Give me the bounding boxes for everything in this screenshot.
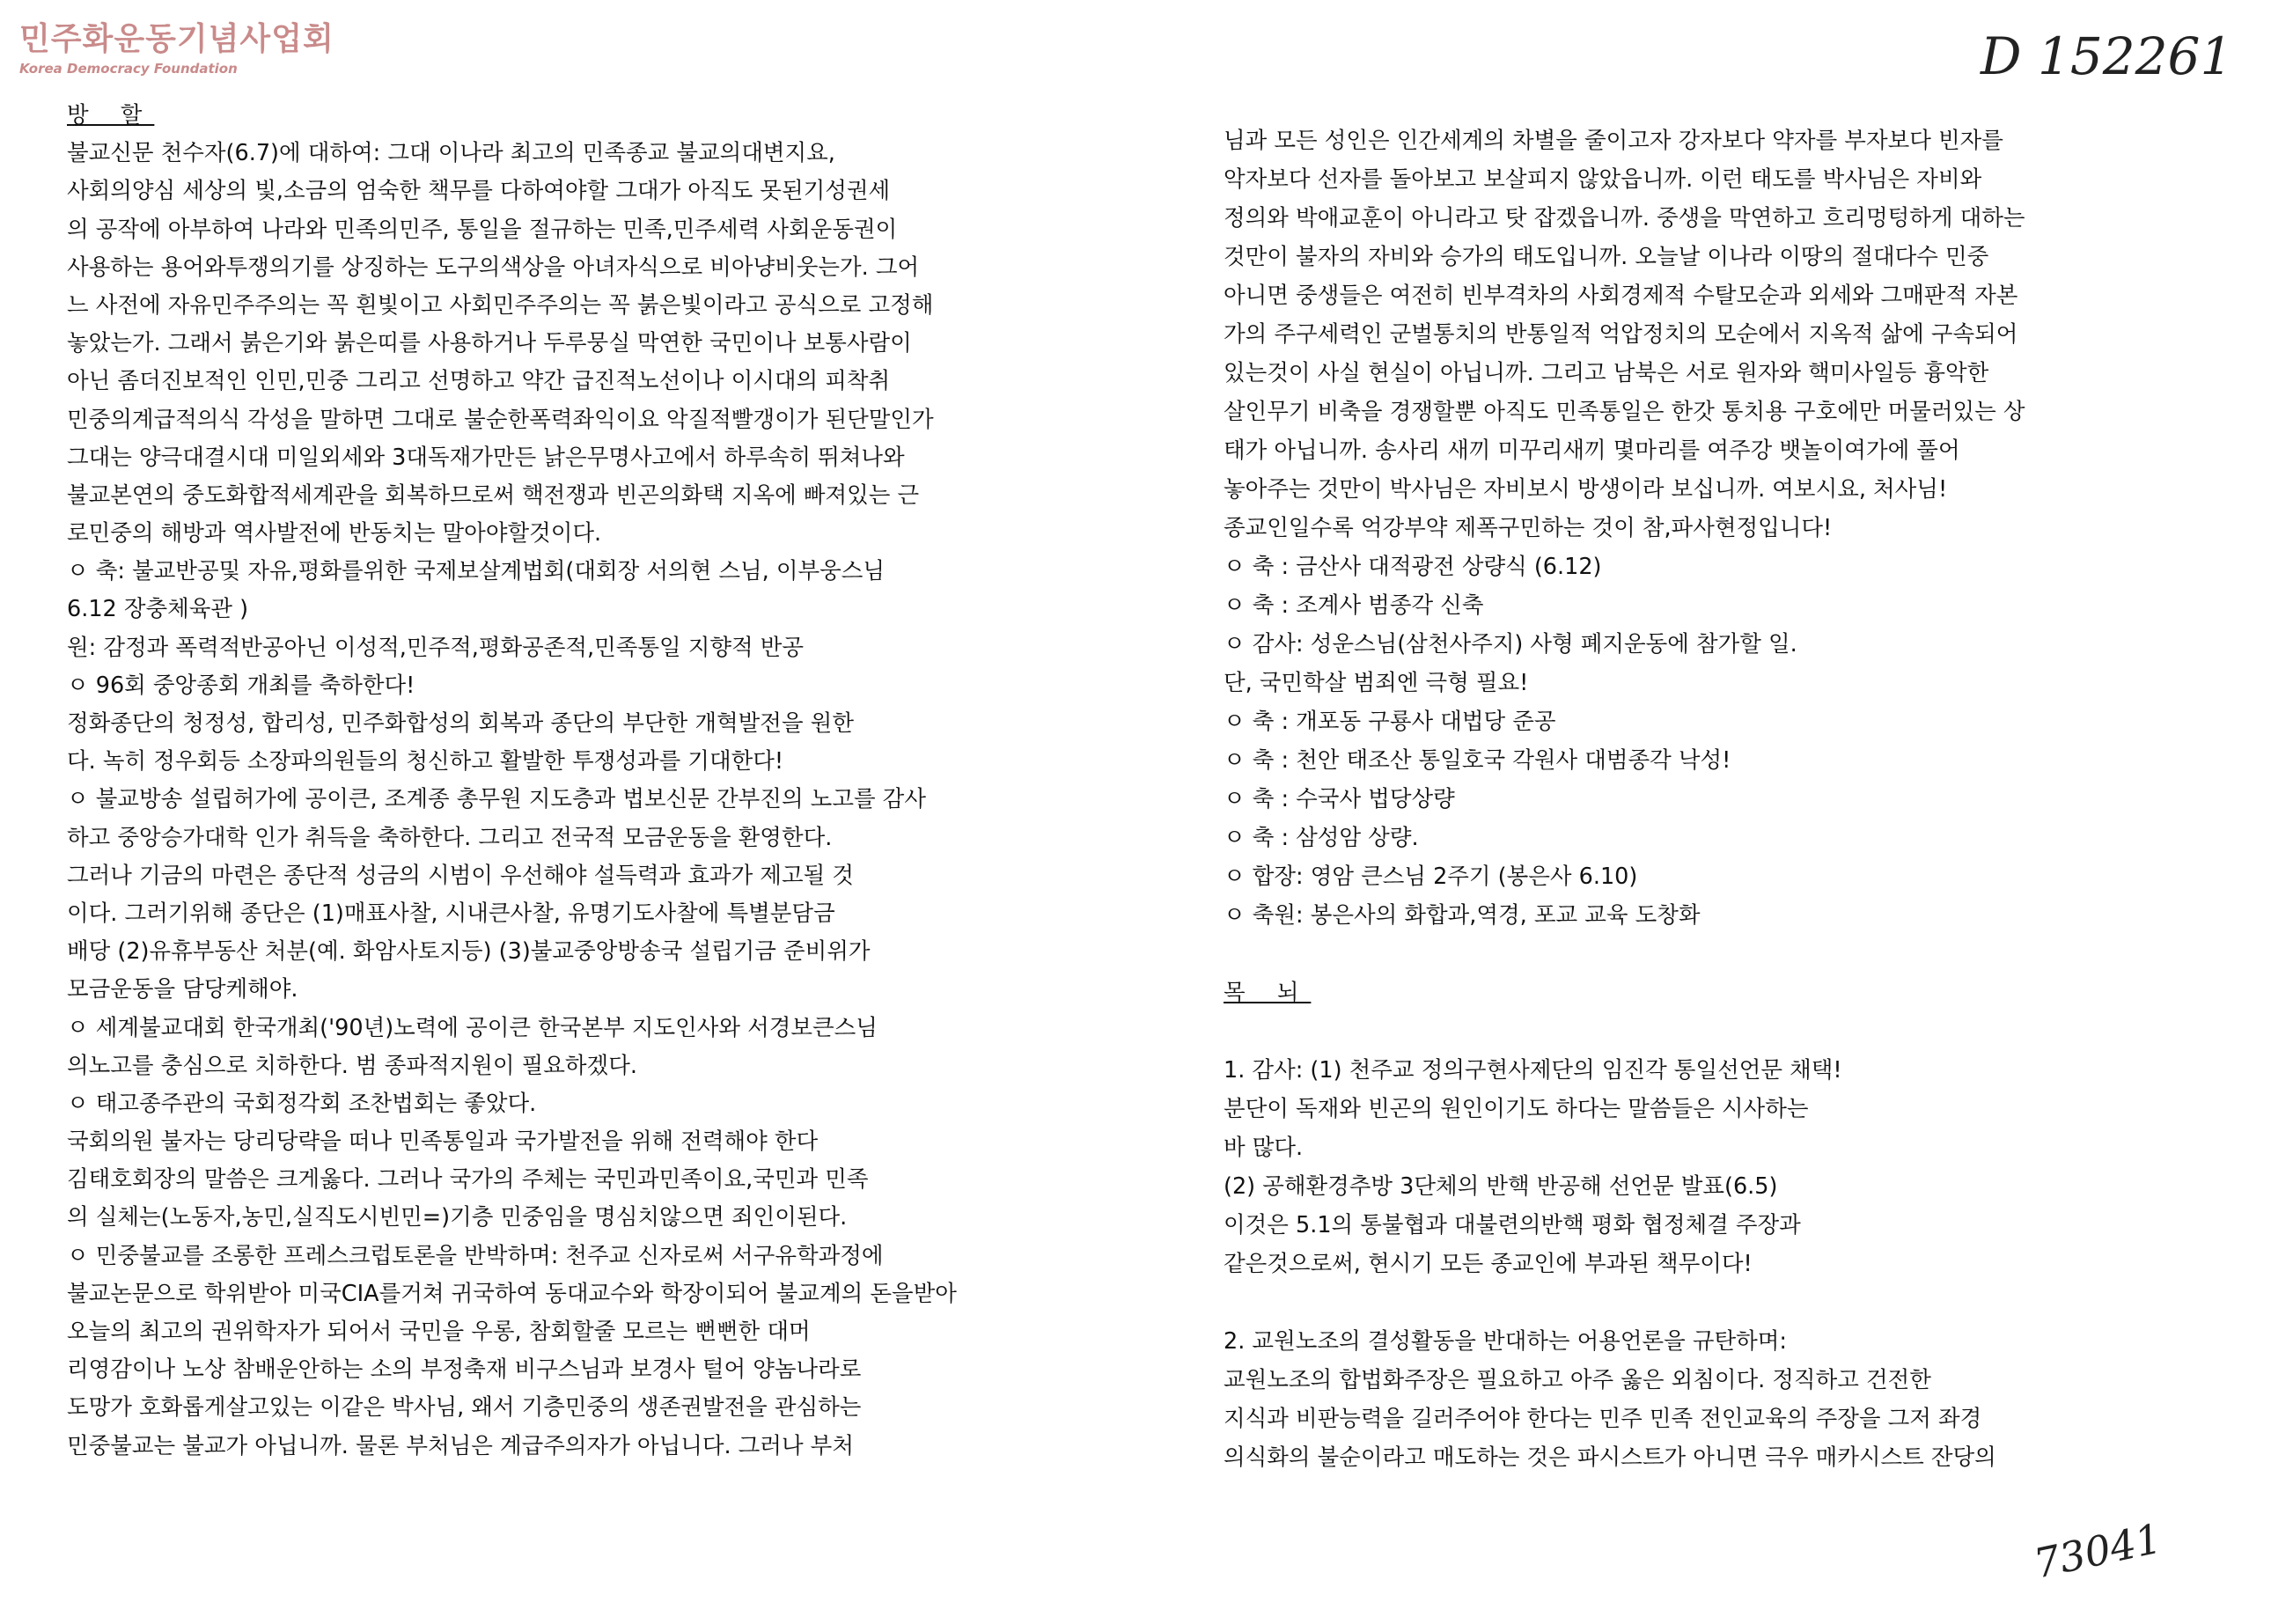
text-line: 불교신문 천수자(6.7)에 대하여: 그대 이나라 최고의 민족종교 불교의대변지요, xyxy=(67,140,835,167)
text-line: 정화종단의 청정성, 합리성, 민주화합성의 회복과 종단의 부단한 개혁발전을 원한 xyxy=(67,710,854,737)
text-line: 의식화의 불순이라고 매도하는 것은 파시스트가 아니면 극우 매카시스트 잔당의 xyxy=(1224,1444,1996,1471)
text-line: 것만이 불자의 자비와 승가의 태도입니까. 오늘날 이나라 이땅의 절대다수 민중 xyxy=(1224,244,1989,270)
text-line: 배당 (2)유휴부동산 처분(예. 화암사토지등) (3)불교중앙방송국 설립기금 준비위가 xyxy=(67,938,871,966)
text-line: 그러나 기금의 마련은 종단적 성금의 시범이 우선해야 설득력과 효과가 제고될 것 xyxy=(67,862,854,889)
text-line: 님과 모든 성인은 인간세계의 차별을 줄이고자 강자보다 약자를 부자보다 빈자를 xyxy=(1224,128,2003,154)
text-line: 오늘의 최고의 권위학자가 되어서 국민을 우롱, 참회할줄 모르는 뻔뻔한 대머 xyxy=(67,1319,811,1345)
text-line: 놓았는가. 그래서 붉은기와 붉은띠를 사용하거나 두루뭉실 막연한 국민이나 보통사람이 xyxy=(67,330,912,357)
text-line: ㅇ 축 : 수국사 법당상량 xyxy=(1224,786,1455,812)
handwritten-doc-number: D 152261 xyxy=(1981,26,2233,86)
text-line: 놓아주는 것만이 박사님은 자비보시 방생이라 보십니까. 여보시요, 처사님! xyxy=(1224,476,1948,503)
text-line xyxy=(1224,1283,2227,1322)
text-line: 그대는 양극대결시대 미일외세와 3대독재가만든 낡은무명사고에서 하루속히 뛰쳐나와 xyxy=(67,444,905,471)
text-line: 김태호회장의 말씀은 크게옳다. 그러나 국가의 주체는 국민과민족이요,국민과 민족 xyxy=(67,1166,869,1194)
text-line: 느 사전에 자유민주주의는 꼭 흰빛이고 사회민주주의는 꼭 붉은빛이라고 공식으로 고정해 xyxy=(67,291,934,319)
text-line: 다. 녹히 정우회등 소장파의원들의 청신하고 활발한 투쟁성과를 기대한다! xyxy=(67,748,784,775)
text-line: ㅇ 민중불교를 조롱한 프레스크럽토론을 반박하며: 천주교 신자로써 서구유학과정에 xyxy=(67,1242,884,1269)
left-column xyxy=(67,97,1088,1466)
text-line: 로민중의 해방과 역사발전에 반동치는 말아야할것이다. xyxy=(67,520,602,547)
text-line: 2. 교원노조의 결성활동을 반대하는 어용언론을 규탄하며: xyxy=(1224,1328,1788,1355)
text-line: 모금운동을 담당케해야. xyxy=(67,976,298,1003)
watermark xyxy=(19,14,334,77)
text-line: ㅇ 96회 중앙종회 개최를 축하한다! xyxy=(67,672,415,699)
text-line: ㅇ 세계불교대회 한국개최('90년)노력에 공이큰 한국본부 지도인사와 서경보큰스님 xyxy=(67,1014,878,1041)
text-line: 악자보다 선자를 돌아보고 보살피지 않았읍니까. 이런 태도를 박사님은 자비와 xyxy=(1224,166,1982,193)
text-line: 분단이 독재와 빈곤의 원인이기도 하다는 말씀들은 시사하는 xyxy=(1224,1096,1809,1122)
section-heading: 목 뇌 xyxy=(1224,980,1312,1006)
text-line: 리영감이나 노상 참배운안하는 소의 부정축재 비구스님과 보경사 털어 양놈나라로 xyxy=(67,1356,862,1384)
text-line xyxy=(1224,1012,2227,1051)
text-line: 지식과 비판능력을 길러주어야 한다는 민주 민족 전인교육의 주장을 그저 좌경 xyxy=(1224,1406,1982,1432)
text-line: ㅇ 축 : 삼성암 상량. xyxy=(1224,825,1419,851)
text-line: ㅇ 합장: 영암 큰스님 2주기 (봉은사 6.10) xyxy=(1224,863,1638,890)
text-line: 살인무기 비축을 경쟁할뿐 아직도 민족통일은 한갓 통치용 구호에만 머물러있는 상 xyxy=(1224,399,2025,425)
text-line: 정의와 박애교훈이 아니라고 탓 잡겠읍니까. 중생을 막연하고 흐리멍텅하게 대하는 xyxy=(1224,205,2025,231)
text-line: 사회의양심 세상의 빛,소금의 엄숙한 책무를 다하여야할 그대가 아직도 못된기성권세 xyxy=(67,178,891,205)
text-line: 이것은 5.1의 통불협과 대불련의반핵 평화 협정체결 주장과 xyxy=(1224,1212,1801,1238)
text-line: ㅇ 축 : 조계사 범종각 신축 xyxy=(1224,592,1484,619)
text-line: 도망가 호화롭게살고있는 이같은 박사님, 왜서 기층민중의 생존권발전을 관심하는 xyxy=(67,1394,862,1422)
text-line: 사용하는 용어와투쟁의기를 상징하는 도구의색상을 아녀자식으로 비아냥비웃는가. 그어 xyxy=(67,254,920,281)
text-line: ㅇ 불교방송 설립허가에 공이큰, 조계종 총무원 지도층과 법보신문 간부진의 노고를 감사 xyxy=(67,786,926,813)
text-line xyxy=(1224,935,2227,974)
text-line: ㅇ 축 : 금산사 대적광전 상량식 (6.12) xyxy=(1224,554,1602,580)
text-line: 아니면 중생들은 여전히 빈부격차의 사회경제적 수탈모순과 외세와 그매판적 자본 xyxy=(1224,283,2018,309)
text-line: 가의 주구세력인 군벌통치의 반통일적 억압정치의 모순에서 지옥적 삶에 구속되어 xyxy=(1224,321,2018,348)
text-line: ㅇ 축원: 봉은사의 화합과,역경, 포교 교육 도창화 xyxy=(1224,902,1701,929)
text-line: 있는것이 사실 현실이 아닙니까. 그리고 남북은 서로 원자와 핵미사일등 흉악한 xyxy=(1224,360,1989,386)
text-line: 의 실체는(노동자,농민,실직도시빈민=)기층 민중임을 명심치않으면 죄인이된다. xyxy=(67,1204,848,1231)
text-line: ㅇ 축 : 천안 태조산 통일호국 각원사 대범종각 낙성! xyxy=(1224,747,1731,774)
text-line: 민중불교는 불교가 아닙니까. 물론 부처님은 계급주의자가 아닙니다. 그러나 부처 xyxy=(67,1432,854,1459)
text-line: 같은것으로써, 현시기 모든 종교인에 부과된 책무이다! xyxy=(1224,1251,1753,1277)
text-line: 이다. 그러기위해 종단은 (1)매표사찰, 시내큰사찰, 유명기도사찰에 특별분담금 xyxy=(67,900,835,927)
watermark-org-korean: 민주화운동기념사업회 xyxy=(19,21,334,57)
section-heading: 방 할 xyxy=(67,102,155,129)
text-line: (2) 공해환경추방 3단체의 반핵 반공해 선언문 발표(6.5) xyxy=(1224,1173,1778,1200)
text-line: 불교논문으로 학위받아 미국CIA를거쳐 귀국하여 동대교수와 학장이되어 불교계의 돈을받아 xyxy=(67,1280,957,1307)
text-line: 국회의원 불자는 당리당략을 떠나 민족통일과 국가발전을 위해 전력해야 한다 xyxy=(67,1128,819,1156)
text-line: 종교인일수록 억강부약 제폭구민하는 것이 참,파사현정입니다! xyxy=(1224,515,1833,541)
right-column xyxy=(1224,121,2227,1477)
text-line: 민중의계급적의식 각성을 말하면 그대로 불순한폭력좌익이요 악질적빨갱이가 된단말인가 xyxy=(67,406,934,433)
text-line: 하고 중앙승가대학 인가 취득을 축하한다. 그리고 전국적 모금운동을 환영한다. xyxy=(67,824,833,851)
handwritten-page-number: 73041 xyxy=(2029,1514,2166,1588)
text-line: 교원노조의 합법화주장은 필요하고 아주 옳은 외침이다. 정직하고 건전한 xyxy=(1224,1367,1931,1393)
text-line: 의 공작에 아부하여 나라와 민족의민주, 통일을 절규하는 민족,민주세력 사회운동권이 xyxy=(67,216,898,243)
text-line: 불교본연의 중도화합적세계관을 회복하므로써 핵전쟁과 빈곤의화택 지옥에 빠져있는 근 xyxy=(67,481,920,509)
text-line: ㅇ 축 : 개포동 구룡사 대법당 준공 xyxy=(1224,709,1556,735)
text-line: ㅇ 축: 불교반공및 자유,평화를위한 국제보살계법회(대회장 서의현 스님, 이부웅스님 xyxy=(67,558,886,585)
watermark-org-english: Korea Democracy Foundation xyxy=(19,61,238,77)
text-line: 1. 감사: (1) 천주교 정의구현사제단의 임진각 통일선언문 채택! xyxy=(1224,1057,1842,1084)
text-line: 바 많다. xyxy=(1224,1135,1304,1161)
text-line: ㅇ 감사: 성운스님(삼천사주지) 사형 폐지운동에 참가할 일. xyxy=(1224,631,1797,658)
text-line: ㅇ 태고종주관의 국회정각회 조찬법회는 좋았다. xyxy=(67,1090,537,1117)
text-line: 태가 아닙니까. 송사리 새끼 미꾸리새끼 몇마리를 여주강 뱃놀이여가에 풀어 xyxy=(1224,437,1960,464)
text-line: 의노고를 충심으로 치하한다. 범 종파적지원이 필요하겠다. xyxy=(67,1052,637,1079)
text-line: 아닌 좀더진보적인 인민,민중 그리고 선명하고 약간 급진적노선이나 이시대의 피착취 xyxy=(67,368,891,395)
text-line: 6.12 장충체육관 ) xyxy=(67,596,249,623)
text-line: 원: 감정과 폭력적반공아닌 이성적,민주적,평화공존적,민족통일 지향적 반공 xyxy=(67,634,805,661)
text-line: 단, 국민학살 범죄엔 극형 필요! xyxy=(1224,670,1529,696)
